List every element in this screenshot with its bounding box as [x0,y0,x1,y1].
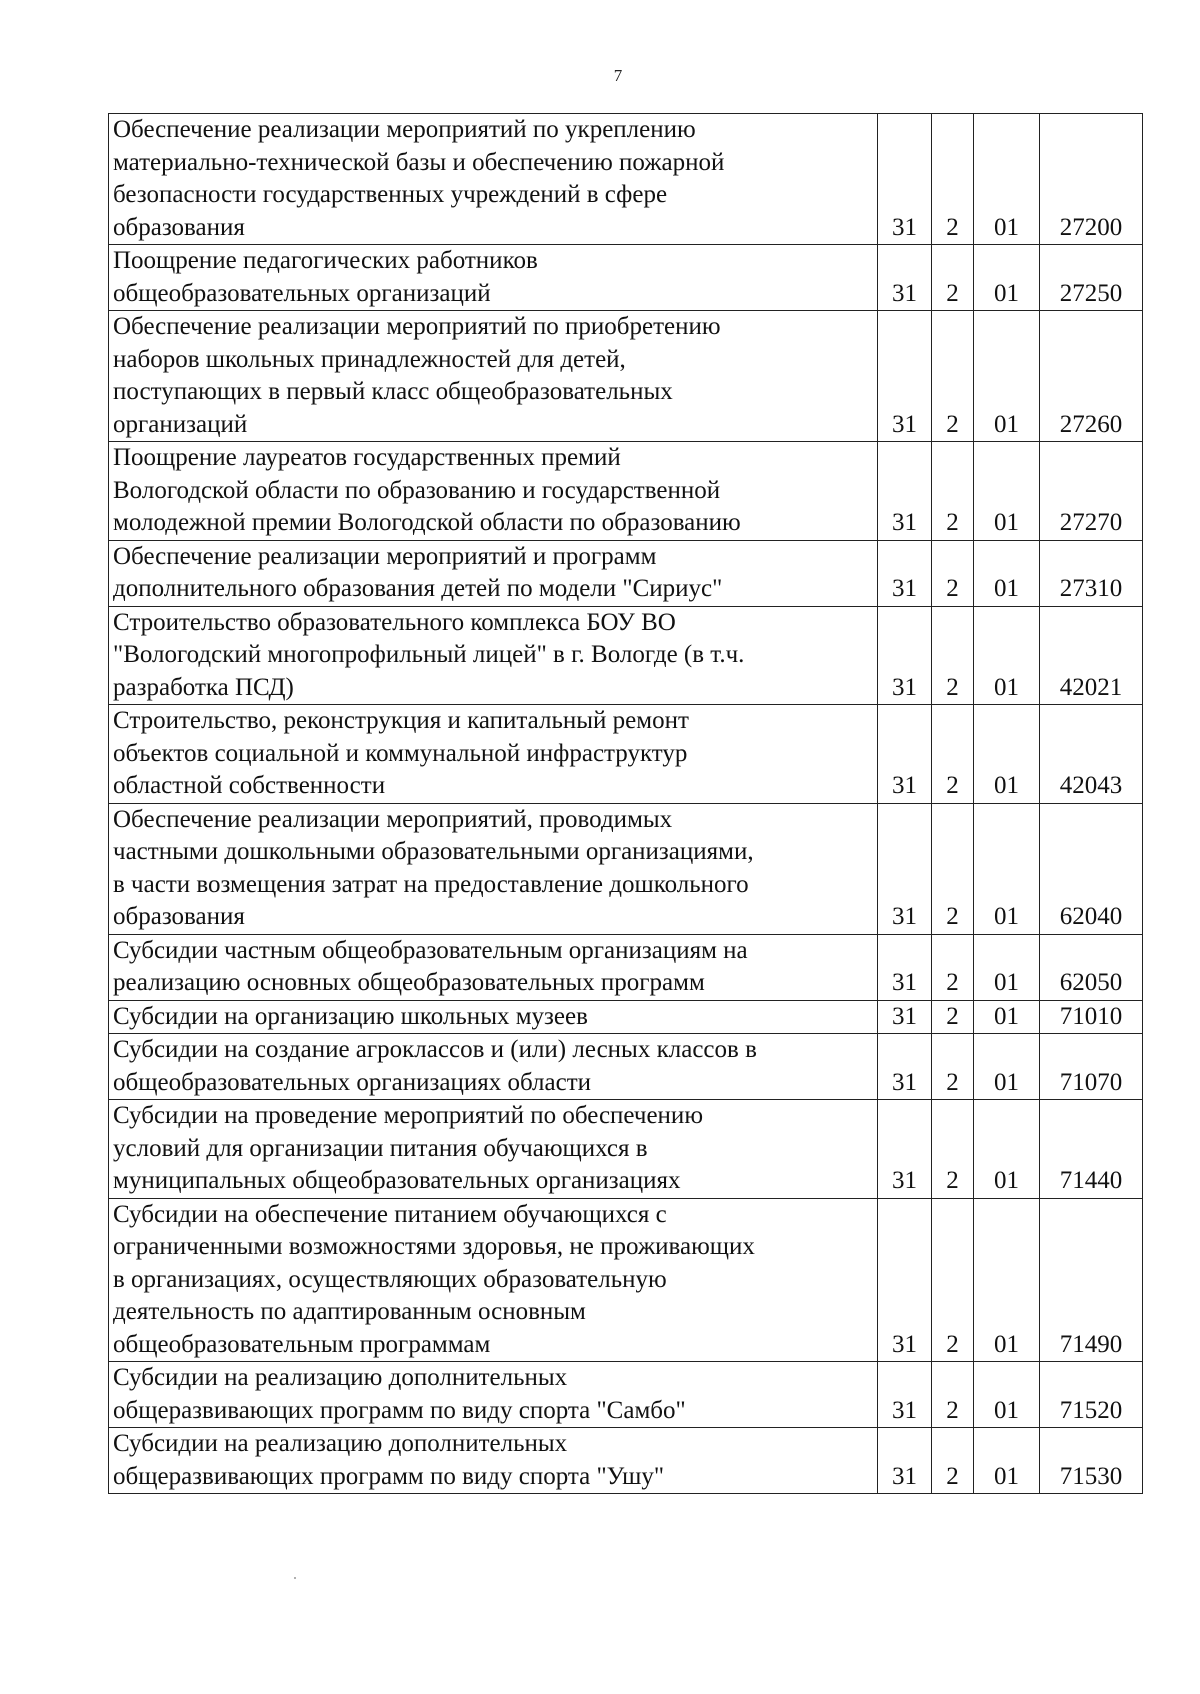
table-row [109,1100,1143,1199]
description-line: Субсидии на создание агроклассов и (или) лесных классов в [113,1036,757,1063]
table-row [109,606,1143,705]
description-line: Субсидии частным общеобразовательным организациям на [113,936,748,964]
description-line: безопасности государственных учреждений в сфере [113,181,668,208]
code-cell-c3: 01 [974,803,1040,934]
code-cell-c2: 2 [932,1034,974,1100]
code-cell-c3: 01 [974,1362,1040,1428]
table-row [109,114,1143,245]
description-line: в части возмещения затрат на предоставление дошкольного [113,870,749,898]
description-line: Обеспечение реализации мероприятий по приобретению [113,313,721,340]
description-line: образования [113,213,245,241]
code-cell-c2: 2 [932,1100,974,1199]
description-line: Поощрение лауреатов государственных премий [113,444,621,471]
code-cell-c4: 71070 [1040,1034,1143,1100]
code-cell-c4: 71440 [1040,1100,1143,1199]
code-cell-c2: 2 [932,1362,974,1428]
code-cell-c4: 27260 [1040,311,1143,442]
row-description [109,1428,878,1494]
table-row [109,934,1143,1000]
description-line: муниципальных общеобразовательных организациях [113,1167,681,1194]
description-line: общеразвивающих программ по виду спорта "Самбо" [113,1396,686,1424]
description-line: деятельность по адаптированным основным [113,1298,586,1325]
code-cell-c2: 2 [932,1000,974,1034]
code-cell-c1: 31 [878,1198,932,1362]
table-row [109,803,1143,934]
description-line: организаций [113,410,248,438]
description-line: Обеспечение реализации мероприятий по укреплению [113,116,696,143]
description-line: Строительство, реконструкция и капитальный ремонт [113,707,689,734]
code-cell-c1: 31 [878,1034,932,1100]
description-line: общеобразовательных организаций [113,279,491,307]
code-cell-c1: 31 [878,311,932,442]
description-line: дополнительного образования детей по модели "Сириус" [113,575,723,602]
table-row [109,1428,1143,1494]
table-body [109,114,1143,1494]
description-line: "Вологодский многопрофильный лицей" в г. Вологде (в т.ч. [113,641,745,668]
row-description [109,442,878,541]
code-cell-c4: 42021 [1040,606,1143,705]
description-line: Субсидии на организацию школьных музеев [113,1002,588,1030]
description-line: в организациях, осуществляющих образовательную [113,1265,667,1293]
description-line: Субсидии на реализацию дополнительных [113,1430,568,1457]
description-line: областной собственности [113,772,386,799]
code-cell-c2: 2 [932,934,974,1000]
code-cell-c3: 01 [974,1198,1040,1362]
description-line: ограниченными возможностями здоровья, не проживающих [113,1233,755,1260]
row-description [109,1034,878,1100]
code-cell-c4: 27200 [1040,114,1143,245]
code-cell-c4: 62050 [1040,934,1143,1000]
description-line: реализацию основных общеобразовательных программ [113,969,705,996]
row-description [109,1362,878,1428]
code-cell-c3: 01 [974,442,1040,541]
code-cell-c1: 31 [878,803,932,934]
code-cell-c4: 42043 [1040,705,1143,804]
row-description [109,934,878,1000]
row-description [109,1000,878,1034]
description-line: разработка ПСД) [113,673,294,701]
table-row [109,705,1143,804]
table-row [109,1198,1143,1362]
row-description [109,540,878,606]
code-cell-c2: 2 [932,1428,974,1494]
code-cell-c3: 01 [974,1034,1040,1100]
row-description [109,606,878,705]
description-line: Вологодской области по образованию и государственной [113,476,721,504]
table-row [109,1000,1143,1034]
code-cell-c4: 71530 [1040,1428,1143,1494]
code-cell-c3: 01 [974,705,1040,804]
code-cell-c1: 31 [878,705,932,804]
description-line: общеразвивающих программ по виду спорта "Ушу" [113,1462,665,1490]
description-line: Субсидии на обеспечение питанием обучающихся с [113,1200,667,1228]
code-cell-c3: 01 [974,114,1040,245]
code-cell-c1: 31 [878,1100,932,1199]
code-cell-c4: 71490 [1040,1198,1143,1362]
description-line: Субсидии на проведение мероприятий по обеспечению [113,1102,703,1129]
code-cell-c3: 01 [974,311,1040,442]
row-description [109,705,878,804]
code-cell-c3: 01 [974,606,1040,705]
code-cell-c3: 01 [974,934,1040,1000]
code-cell-c3: 01 [974,1100,1040,1199]
code-cell-c1: 31 [878,114,932,245]
code-cell-c3: 01 [974,540,1040,606]
code-cell-c1: 31 [878,245,932,311]
description-line: общеобразовательным программам [113,1330,491,1358]
code-cell-c1: 31 [878,442,932,541]
code-cell-c4: 71520 [1040,1362,1143,1428]
description-line: Обеспечение реализации мероприятий, проводимых [113,805,673,833]
description-line: поступающих в первый класс общеобразовательных [113,378,673,405]
code-cell-c4: 27270 [1040,442,1143,541]
description-line: Поощрение педагогических работников [113,247,538,274]
description-line: наборов школьных принадлежностей для детей, [113,345,626,373]
code-cell-c1: 31 [878,606,932,705]
code-cell-c4: 27250 [1040,245,1143,311]
row-description [109,803,878,934]
row-description [109,245,878,311]
scan-speck [294,1577,296,1579]
table-row [109,442,1143,541]
code-cell-c3: 01 [974,1000,1040,1034]
code-cell-c4: 71010 [1040,1000,1143,1034]
code-cell-c2: 2 [932,442,974,541]
table-row [109,540,1143,606]
budget-classification-table [108,113,1143,1494]
code-cell-c1: 31 [878,934,932,1000]
code-cell-c2: 2 [932,245,974,311]
description-line: Субсидии на реализацию дополнительных [113,1364,568,1391]
code-cell-c1: 31 [878,1362,932,1428]
table-row [109,1362,1143,1428]
description-line: общеобразовательных организациях области [113,1068,592,1096]
description-line: условий для организации питания обучающихся в [113,1134,648,1162]
code-cell-c1: 31 [878,1428,932,1494]
code-cell-c2: 2 [932,1198,974,1362]
code-cell-c2: 2 [932,311,974,442]
table-row [109,311,1143,442]
code-cell-c2: 2 [932,114,974,245]
row-description [109,1198,878,1362]
table-row [109,245,1143,311]
row-description [109,1100,878,1199]
description-line: частными дошкольными образовательными организациями, [113,838,754,865]
code-cell-c2: 2 [932,803,974,934]
code-cell-c2: 2 [932,705,974,804]
description-line: молодежной премии Вологодской области по образованию [113,509,741,536]
description-line: объектов социальной и коммунальной инфраструктур [113,739,688,767]
table-row [109,1034,1143,1100]
description-line: материально-технической базы и обеспечению пожарной [113,148,725,176]
row-description [109,311,878,442]
code-cell-c4: 27310 [1040,540,1143,606]
code-cell-c2: 2 [932,606,974,705]
page-number: 7 [613,66,623,85]
code-cell-c3: 01 [974,245,1040,311]
description-line: Обеспечение реализации мероприятий и программ [113,542,657,570]
description-line: образования [113,903,245,930]
code-cell-c4: 62040 [1040,803,1143,934]
description-line: Строительство образовательного комплекса БОУ ВО [113,608,676,636]
row-description [109,114,878,245]
code-cell-c1: 31 [878,1000,932,1034]
code-cell-c3: 01 [974,1428,1040,1494]
code-cell-c2: 2 [932,540,974,606]
code-cell-c1: 31 [878,540,932,606]
